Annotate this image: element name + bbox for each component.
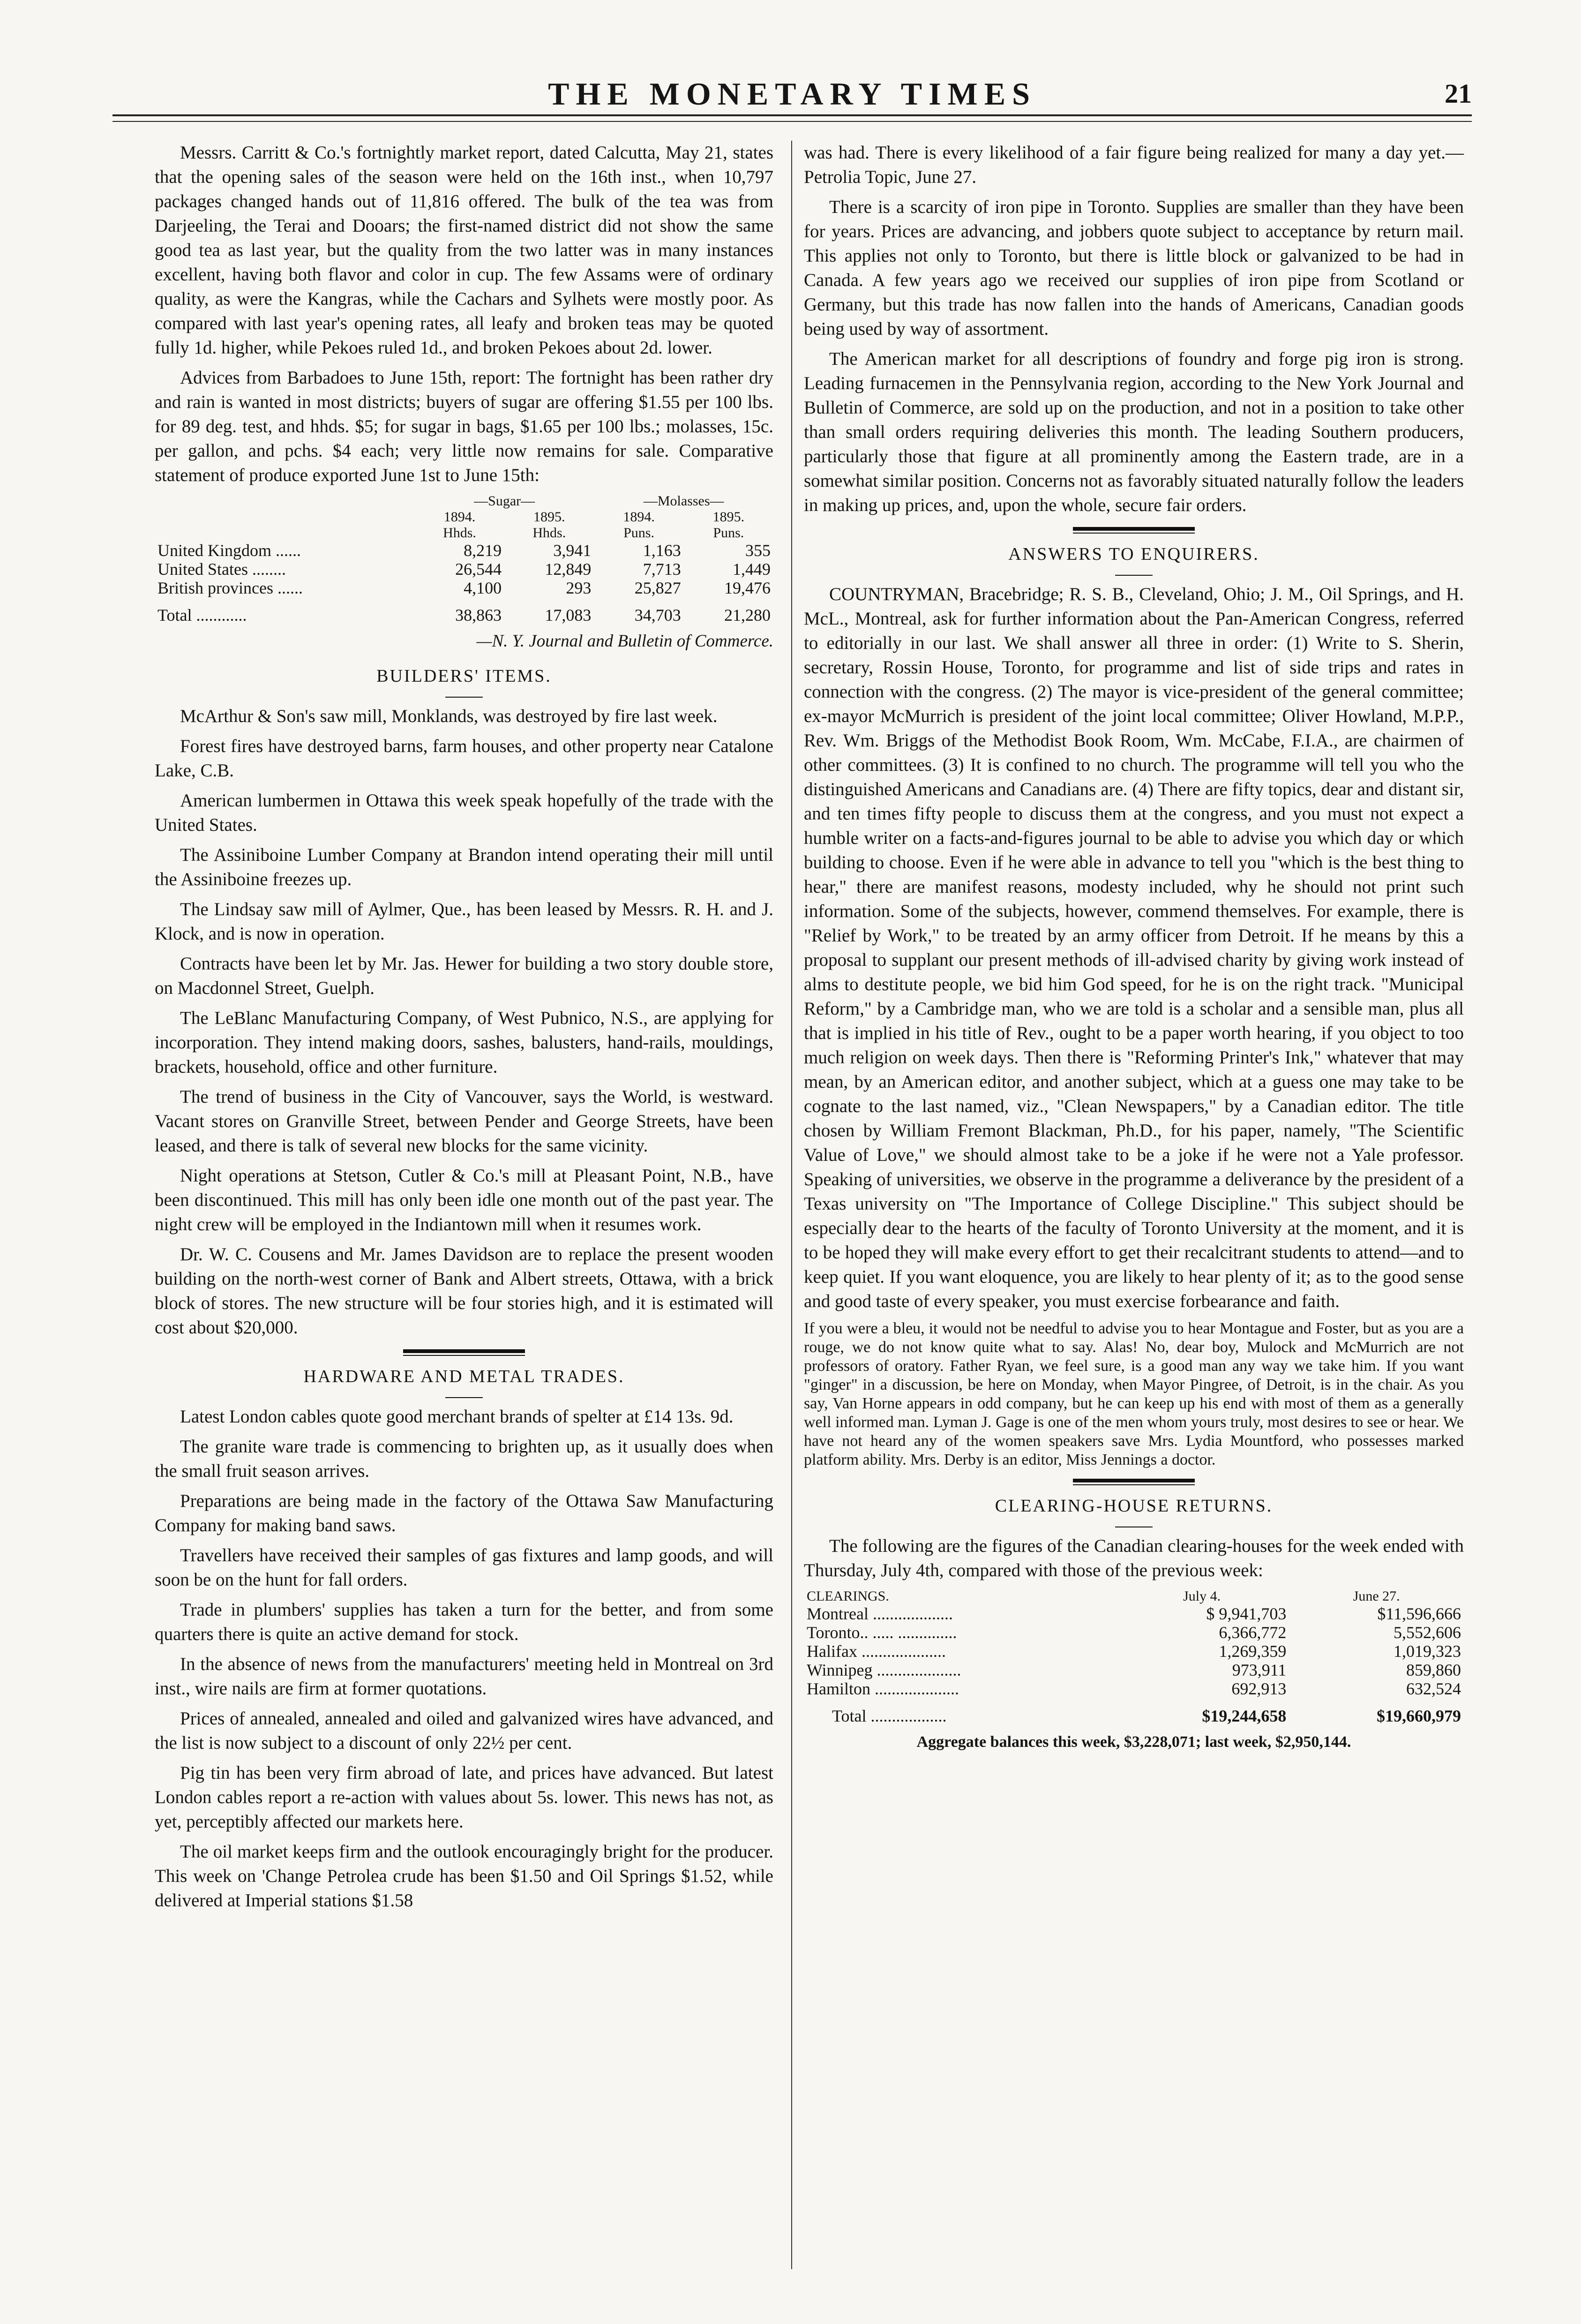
year-header: 1895. [533,509,565,525]
table-cell: 25,827 [634,579,681,597]
heading-rule [1115,575,1153,576]
table-row [155,541,773,560]
table-row [155,560,773,579]
page-number: 21 [1445,78,1472,109]
table-cell: $19,660,979 [1377,1707,1461,1725]
table-cell: 17,083 [545,606,592,624]
section-heading-answers: ANSWERS TO ENQUIRERS. [1008,544,1259,564]
right-column [804,141,1464,1754]
unit-header: Hhds. [532,525,566,541]
hardware-item: The oil market keeps firm and the outlook encouragingly bright for the producer. This week on 'Change Petrolea crude has been $1.50 and Oil Springs $1.52, while delivered at Imperial stations $1.58 [155,1842,773,1910]
table-cell: 7,713 [643,560,681,579]
section-heading-builders: BUILDERS' ITEMS. [376,666,552,686]
clearings-header: CLEARINGS. [807,1588,889,1604]
row-label: Toronto.. ..... .............. [807,1623,957,1642]
table-cell: 8,219 [464,541,502,560]
table-cell: $11,596,666 [1377,1604,1461,1623]
table-row [804,1604,1464,1623]
row-label: United States ........ [157,560,286,579]
clearing-intro: The following are the figures of the Canadian clearing-houses for the week ended with Thursday, July 4th, compared with those of the previous week: [804,1536,1464,1580]
sugar-group-label: Sugar [488,493,521,509]
row-label: Montreal ................... [807,1604,953,1623]
date-header: July 4. [1183,1588,1221,1604]
builders-item: The Assiniboine Lumber Company at Brandon intend operating their mill until the Assiniboine freezes up. [155,845,773,889]
molasses-group-label: Molasses [657,493,710,509]
table-source: —N. Y. Journal and Bulletin of Commerce. [476,632,773,651]
clearing-house-table [804,1588,1464,1725]
hardware-item: Preparations are being made in the factory of the Ottawa Saw Manufacturing Company for making band saws. [155,1491,773,1535]
row-label: Total ............ [157,606,247,624]
article-carritt: Messrs. Carritt & Co.'s fortnightly market report, dated Calcutta, May 21, states that the opening sales of the season were held on the 16th inst., when 10,797 packages changed hands out of 11,816 offered. The bulk of the tea was from Darjeeling, the Terai and Dooars; the first-named district did not show the same good tea as last year, but the quality from the two latter was in many instances excellent, having both flavor and color in cup. The few Assams were of ordinary quality, as were the Kangras, while the Cachars and Sylhets were mostly poor. As compared with last year's opening rates, all leafy and broken teas may be quoted fully 1d. higher, while Pekoes ruled 1d., and broken Pekoes about 2d. lower. [155,143,773,358]
hardware-item: The granite ware trade is commencing to brighten up, as it usually does when the small fruit season arrives. [155,1437,773,1481]
hardware-item: Pig tin has been very firm abroad of late, and prices have advanced. But latest London cables report a re-action with values about 5s. lower. This news has not, as yet, perceptibly affected our markets here. [155,1763,773,1832]
table-cell: $ 9,941,703 [1206,1604,1287,1623]
heading-rule [445,697,483,698]
row-label: Total .................. [832,1707,947,1725]
aggregate-balances: Aggregate balances this week, $3,228,071; last week, $2,950,144. [916,1733,1351,1751]
table-cell: 1,019,323 [1394,1642,1461,1661]
row-label: British provinces ...... [157,579,303,597]
table-cell: 1,449 [733,560,771,579]
unit-header: Puns. [713,525,744,541]
hardware-item: Trade in plumbers' supplies has taken a turn for the better, and from some quarters there is quite an active demand for stock. [155,1600,773,1644]
masthead-title: THE MONETARY TIMES [548,76,1036,112]
builders-item: American lumbermen in Ottawa this week speak hopefully of the trade with the United States. [155,790,773,835]
masthead-rule [112,114,1472,116]
heading-rule [445,1397,483,1398]
table-cell: $19,244,658 [1202,1707,1287,1725]
table-row [804,1661,1464,1679]
table-cell: 5,552,606 [1394,1623,1461,1642]
table-cell: 21,280 [724,606,771,624]
section-heading-hardware: HARDWARE AND METAL TRADES. [303,1367,625,1386]
year-header: 1894. [443,509,476,525]
table-row [804,1642,1464,1661]
builders-item: Dr. W. C. Cousens and Mr. James Davidson are to replace the present wooden building on the north-west corner of Bank and Albert streets, Ottawa, with a brick block of stores. The new structure will be four stories high, and it is estimated will cost about $20,000. [155,1244,773,1338]
hardware-item: Prices of annealed, annealed and oiled and galvanized wires have advanced, and the list is now subject to a discount of only 22½ per cent. [155,1708,773,1753]
section-rule [1073,527,1195,534]
builders-item: Night operations at Stetson, Cutler & Co.'s mill at Pleasant Point, N.B., have been discontinued. This mill has only been idle one month out of the past year. The night crew will be employed in the Indiantown mill when it resumes work. [155,1166,773,1234]
section-heading-clearing: CLEARING-HOUSE RETURNS. [995,1496,1273,1516]
answers-small-print: If you were a bleu, it would not be needful to advise you to hear Montague and Foster, but as you are a rouge, we do not know quite what to say. Alas! No, dear boy, Mulock and McMurrich are not professors of oratory. Father Ryan, we feel sure, is a good man any way we take him. If you want "ginger" in a discussion, be here on Monday, when Mayor Pingree, of Detroit, is in the chair. As you say, Van Horne appears in odd company, but he can keep up his end with most of them as a generally well informed man. Lyman J. Gage is one of the men whom yours truly, most desires to see or hear. We have not heard any of the women speakers save Mrs. Lydia Mountford, who possesses marked platform ability. Mrs. Derby is an editor, Miss Jennings a doctor. [804,1320,1464,1468]
row-label: Winnipeg .................... [807,1661,961,1679]
year-header: 1895. [712,509,745,525]
table-row [155,579,773,597]
table-cell: 1,163 [643,541,681,560]
table-row [804,1679,1464,1698]
year-header: 1894. [623,509,655,525]
builders-item: Contracts have been let by Mr. Jas. Hewer for building a two story double store, on Macdonnel Street, Guelph. [155,954,773,998]
builders-item: The trend of business in the City of Vancouver, says the World, is westward. Vacant stores on Granville Street, between Pender and George Streets, have been leased, and there is talk of several new blocks for the same vicinity. [155,1087,773,1156]
hardware-item: Latest London cables quote good merchant brands of spelter at £14 13s. 9d. [180,1406,734,1427]
table-cell: 859,860 [1406,1661,1461,1679]
table-cell: 3,941 [553,541,592,560]
builders-item: McArthur & Son's saw mill, Monklands, was destroyed by fire last week. [180,706,718,726]
row-label: Hamilton .................... [807,1679,959,1698]
table-cell: 34,703 [634,606,681,624]
table-cell: 26,544 [455,560,502,579]
row-label: United Kingdom ...... [157,541,301,560]
table-total-row [804,1698,1464,1725]
table-cell: 632,524 [1406,1679,1461,1698]
builders-item: Forest fires have destroyed barns, farm houses, and other property near Catalone Lake, C.B. [155,736,773,781]
table-cell: 973,911 [1232,1661,1287,1679]
masthead-rule-thin [112,121,1472,122]
table-cell: 355 [745,541,771,560]
answers-body: COUNTRYMAN, Bracebridge; R. S. B., Cleveland, Ohio; J. M., Oil Springs, and H. McL., Montreal, ask for further information about the Pan-American Congress, referred to editorially in our last. We shall answer all three in order: (1) Write to S. Sherin, secretary, Rossin House, Toronto, for programme and list of side trips and rates in connection with the congress. (2) The mayor is vice-president of the general committee; ex-mayor McMurrich is president of the joint local committee; Oliver Howland, M.P.P., Rev. Wm. Briggs of the Methodist Book Room, Wm. McCabe, F.I.A., are chairmen of other committees. (3) It is confined to no church. The programme will tell you who the distinguished Americans and Canadians are. (4) There are fifty topics, dear and distant sir, and ten times fifty people to discuss them at the congress, and you must not expect a humble writer on a facts-and-figures journal to be able to advise you which day or which building to choose. Even if he were able in advance to tell you "which is the best thing to hear," there are manifest reasons, modesty included, why he should not print such information. Some of the subjects, however, commend themselves. For example, there is "Relief by Work," to be treated by an army officer from Detroit. If he means by this a proposal to supplant our present methods of ill-advised charity by giving work instead of alms to destitute people, we bid him God speed, for he is on the right track. "Municipal Reform," by a Cambridge man, who we are told is a scholar and a sensible man, plus all that is implied in his title of Rev., ought to be a paper worth hearing, if you object to too much religion on week days. Then there is "Reforming Printer's Ink," whatever that may mean, by an American editor, and another subject, which at a guess one may take to be cognate to the last named, viz., "Clean Newspapers," by a Canadian editor. The title chosen by William Fremont Blackman, Ph.D., for his paper, namely, "The Scientific Value of Love," we should almost take to be a joke if he were not a Yale professor. Speaking of universities, we observe in the programme a deliverance by the president of a Texas university on "The Importance of College Discipline." This subject should be especially dear to the hearts of the faculty of Toronto University at the moment, and it is to be hoped they will make every effort to get their recalcitrant students to attend—and to keep quiet. If you want eloquence, you are likely to hear plenty of it; as to the good sense and good taste of every speaker, you must exercise forbearance and faith. [804,584,1464,1311]
article-iron-pipe: There is a scarcity of iron pipe in Toronto. Supplies are smaller than they have been for years. Prices are advancing, and jobbers quote subject to acceptance by return mail. This applies not only to Toronto, but there is little block or galvanized to be had in Canada. A few years ago we received our supplies of iron pipe from Scotland or Germany, but this trade has now fallen into the hands of Americans, Canadian goods being used by way of assortment. [804,197,1464,339]
article-pig-iron: The American market for all descriptions of foundry and forge pig iron is strong. Leading furnacemen in the Pennsylvania region, according to the New York Journal and Bulletin of Commerce, are sold up on the production, and not in a position to take other than small orders requiring deliveries this month. The leading Southern producers, particularly those that figure at all prominently among the Eastern trade, are in a somewhat similar position. Concerns not as favorably situated naturally follow the leaders in making up prices, and, upon the whole, secure fair orders. [804,349,1464,515]
date-header: June 27. [1353,1588,1400,1604]
builders-item: The LeBlanc Manufacturing Company, of West Pubnico, N.S., are applying for incorporation. They intend making doors, sashes, balusters, hand-rails, mouldings, brackets, household, office and other furniture. [155,1008,773,1077]
table-cell: 19,476 [724,579,771,597]
table-cell: 12,849 [545,560,592,579]
article-oil-continued: was had. There is every likelihood of a fair figure being realized for many a day yet.—Petrolia Topic, June 27. [804,143,1464,187]
unit-header: Puns. [623,525,654,541]
hardware-item: Travellers have received their samples of gas fixtures and lamp goods, and will soon be on the hunt for fall orders. [155,1545,773,1590]
builders-item: The Lindsay saw mill of Aylmer, Que., has been leased by Messrs. R. H. and J. Klock, and is now in operation. [155,899,773,944]
table-cell: 38,863 [455,606,502,624]
table-cell: 1,269,359 [1219,1642,1287,1661]
table-cell: 4,100 [464,579,502,597]
unit-header: Hhds. [443,525,476,541]
left-column [155,141,773,1918]
table-row [804,1623,1464,1642]
table-total-row [155,597,773,624]
section-rule [403,1349,525,1356]
section-rule [1073,1479,1195,1485]
sugar-molasses-table: —Sugar— —Molasses— 1894. 1895. 1894. 1895. Hhds. Hhds. Puns. Puns. United Kingdom ...... 8,219 3,941 1,163 355 United States ........ 26,544 12,849 7,713 1,449 British provinces ...... 4,100 293 25,827 19,476 Total ............ 38,863 17,083 34,703 21,280 [155,493,773,624]
row-label: Halifax .................... [807,1642,946,1661]
article-barbadoes: Advices from Barbadoes to June 15th, report: The fortnight has been rather dry and rain is wanted in most districts; buyers of sugar are offering $1.55 per 100 lbs. for 89 deg. test, and hhds. $5; for sugar in bags, $1.65 per 100 lbs.; molasses, 15c. per gallon, and pchs. $4 each; very little now remains for sale. Comparative statement of produce exported June 1st to June 15th: [155,368,773,485]
table-cell: 6,366,772 [1219,1623,1287,1642]
table-cell: 293 [566,579,592,597]
table-cell: 692,913 [1231,1679,1287,1698]
hardware-item: In the absence of news from the manufacturers' meeting held in Montreal on 3rd inst., wire nails are firm at former quotations. [155,1654,773,1699]
column-divider [791,141,792,2269]
